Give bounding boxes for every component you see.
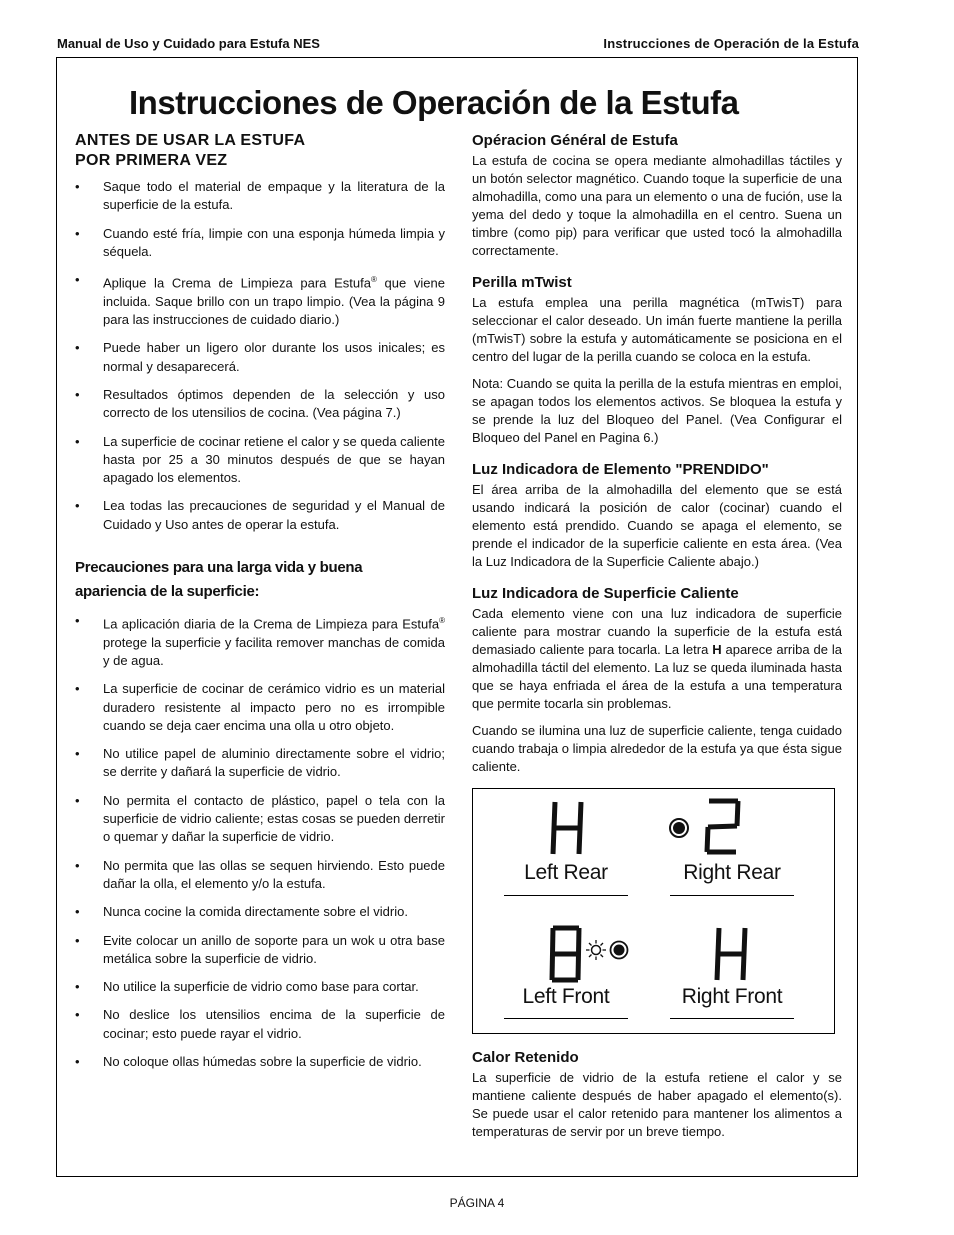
hot-surface-text-start: Cada elemento viene con una luz indicadora de superficie caliente para mostrar cuando la superficie de la estufa está demasiado caliente para tocarla. La letra	[472, 606, 842, 657]
page-number: PÁGINA 4	[449, 1196, 505, 1210]
zone-label-left-front: Left Front	[522, 985, 610, 1008]
list-item: • No deslice los utensilios encima de la superficie de cocinar; esto puede rayar el vidrio.	[75, 1006, 445, 1043]
list-item: • La superficie de cocinar de cerámico vidrio es un material duradero resistente al impacto pero no es irrompible cuando se deja caer encima una olla u otro objeto.	[75, 680, 445, 735]
precautions-heading-line1: Precauciones para una larga vida y buena	[75, 559, 363, 577]
list-item: • No coloque ollas húmedas sobre la superficie de vidrio.	[75, 1053, 445, 1071]
list-item: • Puede haber un ligero olor durante los usos inicales; es normal y desaparecerá.	[75, 339, 445, 376]
zone-underline	[504, 1018, 628, 1019]
knob-heading: Perilla mTwist	[472, 274, 572, 291]
indicator-light-icon	[609, 940, 629, 960]
list-item: • Saque todo el material de empaque y la literatura de la superficie de la estufa.	[75, 178, 445, 215]
list-item: • Cuando esté fría, limpie con una esponja húmeda limpia y séquela.	[75, 225, 445, 262]
page-title: Instrucciones de Operación de la Estufa	[129, 84, 739, 121]
header-manual-title: Manual de Uso y Cuidado para Estufa NES	[57, 36, 320, 51]
list-item: • Lea todas las precauciones de seguridad y el Manual de Cuidado y Uso antes de operar la estufa.	[75, 497, 445, 534]
left-column	[75, 131, 445, 1081]
list-item: • No permita el contacto de plástico, papel o tela con la superficie de vidrio caliente; estas cosas se pueden derretir o quemar y dañar la superficie de vidrio.	[75, 792, 445, 847]
zone-label-right-rear: Right Rear	[683, 861, 781, 884]
cream-item-text-end: que viene incluida. Saque brillo con un trapo limpio. (Vea la página 9 para las instrucciones de cuidado diario.)	[103, 275, 445, 328]
cooktop-display-diagram	[472, 788, 835, 1034]
first-use-heading-line1: ANTES DE USAR LA ESTUFA	[75, 132, 306, 149]
knob-text: La estufa emplea una perilla magnética (mTwisT) para seleccionar el calor deseado. Un imán fuerte mantiene la perilla (mTwisT) sobre la estufa y automáticamente se posiciona en el centro del lugar de la perilla cuando se coloca en la estufa.	[472, 295, 842, 364]
zone-label-left-rear: Left Rear	[524, 861, 608, 884]
cream-item-text: Aplique la Crema de Limpieza para Estufa	[103, 275, 371, 291]
list-item: • No utilice papel de aluminio directamente sobre el vidrio; se derrite y dañará la superficie de vidrio.	[75, 745, 445, 782]
zone-underline	[504, 895, 628, 896]
hot-surface-heading: Luz Indicadora de Superficie Caliente	[472, 585, 739, 602]
on-indicator-text: El área arriba de la almohadilla del elemento que se está usando indicará la posición de calor (cocinar) cuando el elemento está prendido. Cuando se apaga el elemento, se prende el indicador de la superficie caliente en esta área. (Vea la Luz Indicadora de la Superficie Caliente abajo.)	[472, 482, 842, 569]
precautions-list	[75, 612, 445, 1071]
list-item: • Nunca cocine la comida directamente sobre el vidrio.	[75, 903, 445, 921]
zone-underline	[670, 895, 794, 896]
h-digit-icon	[547, 799, 587, 857]
precautions-heading	[75, 556, 445, 604]
hot-letter: H	[712, 642, 722, 657]
hot-surface-text2: Cuando se ilumina una luz de superficie caliente, tenga cuidado cuando trabaja o limpia alrededor de la estufa ya que ésta sigue caliente.	[472, 723, 842, 774]
list-item: • No permita que las ollas se sequen hirviendo. Esto puede dañar la olla, el elemento y/o la estufa.	[75, 857, 445, 894]
header-section-title: Instrucciones de Operación de la Estufa	[603, 36, 859, 51]
precaution-text: La aplicación diaria de la Crema de Limpieza para Estufa	[103, 616, 440, 632]
retained-heat-text: La superficie de vidrio de la estufa retiene el calor y se mantiene caliente después de haber apagado el elemento(s). Se puede usar el calor retenido para mantener los alimentos a temperaturas de servir por un breve tiempo.	[472, 1070, 842, 1139]
list-item: • La superficie de cocinar retiene el calor y se queda caliente hasta por 25 a 30 minutos después de que se hayan apagado los elementos.	[75, 433, 445, 488]
retained-heat-heading: Calor Retenido	[472, 1049, 579, 1066]
first-use-heading	[75, 131, 445, 171]
first-use-heading-line2: POR PRIMERA VEZ	[75, 152, 228, 169]
indicator-light-icon	[668, 817, 690, 839]
zone-underline	[670, 1018, 794, 1019]
list-item: • No utilice la superficie de vidrio como base para cortar.	[75, 978, 445, 996]
h-digit-icon	[711, 925, 751, 983]
two-digit-icon	[701, 797, 745, 857]
list-item: • Evite colocar un anillo de soporte para un wok u otra base metálica sobre la superficie de vidrio.	[75, 932, 445, 969]
list-item	[75, 271, 445, 329]
list-item	[75, 612, 445, 670]
hot-surface-text-end: aparece arriba de la almohadilla táctil del elemento. La luz se queda iluminada hasta que se haya enfriada el área de la estufa a una temperatura que permite tocarla sin problemas.	[472, 642, 842, 711]
list-item: • Resultados óptimos dependen de la selección y uso correcto de los utensilios de cocina. (Vea página 7.)	[75, 386, 445, 423]
heat-indicator-icon	[585, 939, 607, 961]
precaution-text-end: protege la superficie y facilita remover manchas de comida y de agua.	[103, 634, 445, 668]
right-column	[472, 131, 842, 1141]
knob-note: Nota: Cuando se quita la perilla de la estufa mientras en emploi, se apagan todos los elementos activos. Se bloquea la estufa y se prende la luz del Bloqueo del Panel. (Vea Configurar el Bloqueo del Panel en Pagina 6.)	[472, 376, 842, 445]
precautions-heading-line2: apariencia de la superficie:	[75, 583, 260, 601]
registered-mark: ®	[370, 275, 377, 285]
registered-mark: ®	[439, 616, 445, 626]
on-indicator-heading: Luz Indicadora de Elemento "PRENDIDO"	[472, 461, 769, 478]
first-use-list	[75, 178, 445, 534]
general-operation-text: La estufa de cocina se opera mediante almohadillas táctiles y un botón selector magnético. Cuando toque la superficie de una almohadilla, como una para un elemento o una de fución, use la yema del dedo y toque la almohadilla en el centro. Suena un timbre (como pip) para verificar que usted tocó la almohadilla correctamente.	[472, 153, 842, 258]
general-operation-heading: Opéracion Général de Estufa	[472, 132, 678, 149]
zone-label-right-front: Right Front	[681, 985, 783, 1008]
eight-digit-icon	[545, 925, 585, 983]
hot-surface-text	[472, 605, 842, 713]
